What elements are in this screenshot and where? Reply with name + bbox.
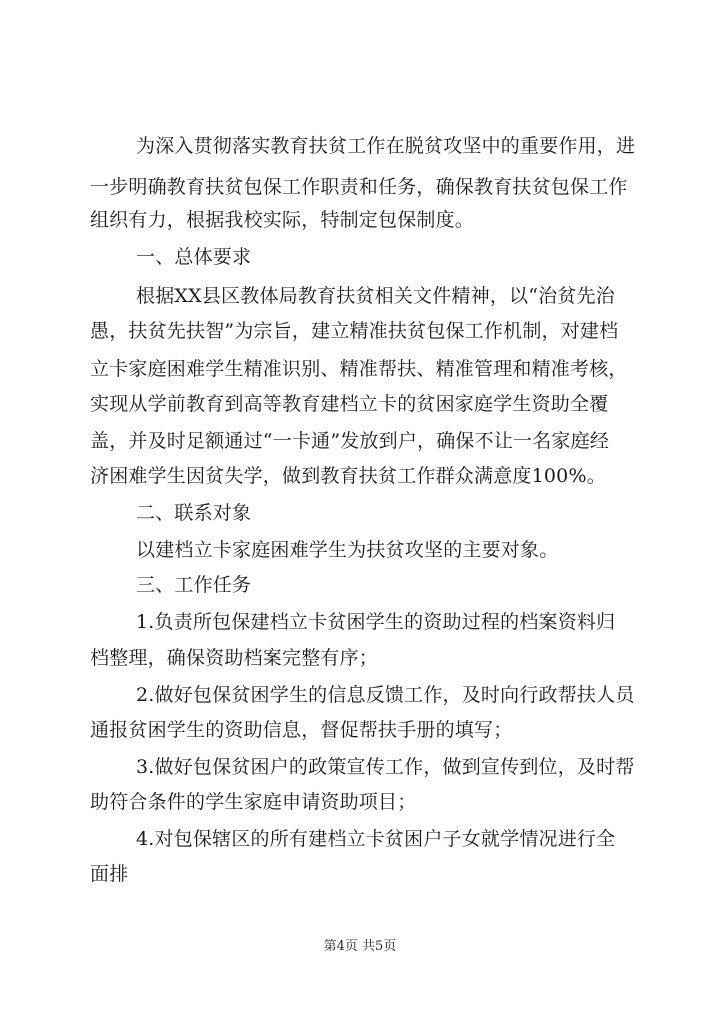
paragraph-line: 济困难学生因贫失学，做到教育扶贫工作群众满意度100%。 [90,465,606,487]
paragraph-line: 立卡家庭困难学生精准识别、精准帮扶、精准管理和精准考核， [90,358,628,380]
paragraph-line: 盖，并及时足额通过“一卡通”发放到户，确保不让一名家庭经 [90,430,610,452]
paragraph-line: 愚，扶贫先扶智”为宗旨，建立精准扶贫包保工作机制，对建档 [90,320,619,342]
list-item-line: 助符合条件的学生家庭申请资助项目； [90,791,417,813]
paragraph-line: 一步明确教育扶贫包保工作职责和任务，确保教育扶贫包保工作 [90,176,628,198]
page-number-footer: 第4页 共5页 [323,939,397,954]
section-heading: 一、总体要求 [136,246,252,268]
list-item-line: 3.做好包保贫困户的政策宣传工作，做到宣传到位，及时帮 [136,756,635,778]
paragraph-line: 为深入贯彻落实教育扶贫工作在脱贫攻坚中的重要作用，进 [136,135,636,157]
list-item-line: 档整理，确保资助档案完整有序； [90,647,379,669]
paragraph-line: 实现从学前教育到高等教育建档立卡的贫困家庭学生资助全覆 [90,393,609,415]
list-item-line: 4.对包保辖区的所有建档立卡贫困户子女就学情况进行全 [136,828,616,850]
section-heading: 三、工作任务 [136,574,252,596]
paragraph-line: 组织有力，根据我校实际，特制定包保制度。 [90,209,475,231]
paragraph-line: 根据XX县区教体局教育扶贫相关文件精神，以“治贫先治 [136,285,615,307]
list-item-line: 面排 [90,863,129,885]
list-item-line: 2.做好包保贫困学生的信息反馈工作，及时向行政帮扶人员 [136,684,635,706]
paragraph-line: 以建档立卡家庭困难学生为扶贫攻坚的主要对象。 [136,539,559,561]
list-item-line: 通报贫困学生的资助信息，督促帮扶手册的填写； [90,719,513,741]
list-item-line: 1.负责所包保建档立卡贫困学生的资助过程的档案资料归 [136,611,616,633]
section-heading: 二、联系对象 [136,502,252,524]
